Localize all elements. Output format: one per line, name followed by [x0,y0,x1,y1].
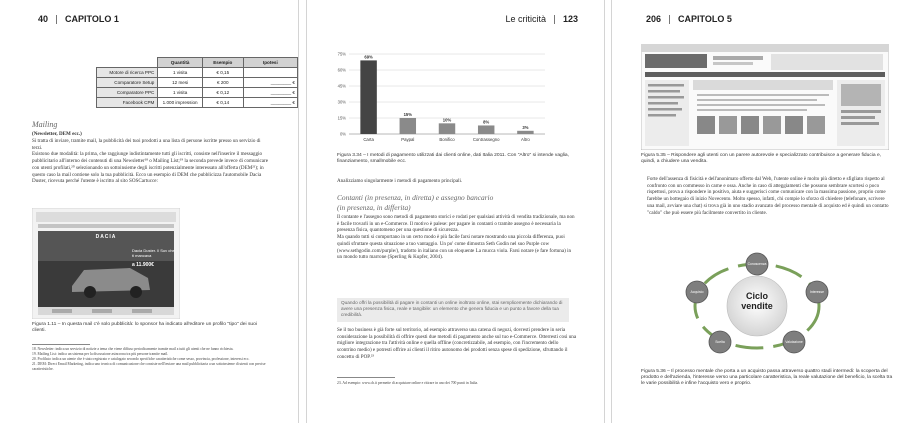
cycle-node-label: Conoscenza [747,262,767,266]
bar-value-label: 69% [364,54,373,60]
intro-text: Analizziamo singolarmente i metodi di pagamento principali. [337,178,463,184]
y-tick-label: 60% [337,67,346,73]
chart-bar [360,60,376,134]
figure-caption: Figura 1.11 – In questa mail c'è solo pubblicità: lo sponsor ha indicato all'editore un profilo "tipo" dei suoi clienti. [32,322,257,334]
table-header-row [97,58,298,68]
callout-text: Quando offri la possibilità di pagare in contanti un online inoltrato online, stai semplicemente dichiarando di avere una presenza fisica, reale e tangibile: un elemento che genera fiducia e un punto a favore della tua credibilità. [341,300,563,318]
footnotes [32,347,266,372]
table-cell: Comparatore Setup [97,78,158,88]
bar-value-label: 15% [403,112,412,117]
page-number: 123 [562,14,578,24]
x-category-label: Altro [520,137,530,142]
table-cell: € 0,14 [202,98,243,108]
book-page-left [0,0,299,423]
cycle-node-label: Scelta [715,340,725,344]
bar-value-label: 3% [522,124,529,130]
paragraph: Ma quando tutti si comportano in un certo modo è più facile farsi notare mostrando una piccola differenza, puoi quindi sfruttare questa situazione a tuo vantaggio. Un po' come dimostra Seth Godin nel suo Purple cow (www.sethgodin.com/purple/), tradotto in italiano con un eloquente La mucca viola. Farsi notare (e fare fortuna) in un mondo tutto marrone (Sperling & Kupfer, 2004). [337,234,572,261]
table-cell [243,68,297,78]
footnote-rule [32,344,90,345]
bar-value-label: 8% [483,119,490,125]
chapter-title: CAPITOLO 5 [678,14,732,24]
bar-value-label: 10% [442,117,452,123]
table-header-cell: Quantità [158,58,203,68]
page-header [38,14,119,24]
y-tick-label: 0% [339,131,346,137]
screenshot-caption: Figura 5.35 – Rispondere agli utenti con un parere autorevole e specializzato contribuisce a generare fiducia e, quindi, a chiudere una vendita. [641,153,882,165]
x-category-label: Bonifico [439,137,455,142]
table-cell: 1 visita [158,68,203,78]
table-cell: 1 visita [158,88,203,98]
website-screenshot [641,44,889,150]
table-header-cell: Ipotesi [243,58,297,68]
cycle-node-label: Interesse [810,290,824,294]
chart-bar [400,118,416,134]
section-title: Contanti (in presenza, in diretta) e assegno bancario [337,193,494,202]
table-row [97,98,298,108]
section-subtitle: (Newsletter, DEM ecc.) [32,131,82,137]
table-cell: ________ € [243,98,297,108]
footnote-rule [337,377,395,378]
chart-bar [478,125,494,134]
footnote: 23. Ad esempio: www.ch.it permette di acquistare online e ritirare in uno dei 700 punti in Italia. [337,381,479,385]
table-cell: Comparatore PPC [97,88,158,98]
header-separator [554,15,555,24]
body-text [32,138,272,185]
ad-price: a 11.900€ [132,262,154,268]
table-cell: Facebook CPM [97,98,158,108]
payment-methods-bar-chart [325,48,553,148]
pricing-table [96,57,298,108]
table-cell: ________ € [243,88,297,98]
y-tick-label: 30% [337,99,346,105]
chart-caption: Figura 3.34 – I metodi di pagamento utilizzati dai clienti online, dati Italia 2011. Con "Altro" si intende vaglia, finanziamento, smallmobile ecc. [337,153,570,165]
table-cell: Motore di ricerca PPC [97,68,158,78]
cycle-title: Ciclo [745,291,768,301]
x-category-label: Paypal [401,137,415,142]
paragraph: Si tratta di inviare, tramite mail, la pubblicità dei tuoi prodotti a una lista di persone iscritte presso un servizio di terzi. [32,138,261,151]
dem-email-ad-image [32,208,180,319]
table-cell: € 0,12 [202,88,243,98]
footnote: 20. Profilato: indica un utente che è stato registrato e catalogato secondo specifiche caratteristiche come sesso, provincia, professione, interessi ecc. [32,357,250,362]
table-header-cell [97,58,158,68]
cycle-node-label: Valutazione [785,340,803,344]
chapter-title: CAPITOLO 1 [65,14,119,24]
section-title: Mailing [32,120,58,129]
cycle-title: vendite [741,301,773,311]
table-cell: € 200 [202,78,243,88]
x-category-label: Contrassegno [472,137,500,142]
table-row [97,68,298,78]
header-title: Le criticità [505,14,546,24]
section-title-continued: (in presenza, in differita) [337,203,411,212]
body-text: Forte dell'assenza di fisicità e dell'anonimato offerto dal Web, l'utente online è molto più diretto e sfigliato rispetto al confronto con un commesso in carne e ossa. Anche in caso di atteggiamenti che possono sembrare scortesi o poco rispettosi, prova a rispondere in positivo, aiuta e suggerisci come comunicare con la massima passione, proprio come farebbe un bottegaio di inizio Novecento. Molto spesso, infatti, chi compie lo sforzo di chiedere (telefonare, scrivere una mail, avviare una chat) si trova già in uno stadio avanzato del processo mentale di acquisto ed è quindi un contatto "caldo" che può essere più facilmente convertito in cliente. [647,176,889,216]
y-tick-label: 15% [337,115,346,121]
y-tick-label: 75% [337,51,346,57]
paragraph: Il contante e l'assegno sono metodi di pagamento storici e rodati per qualsiasi attività di vendita tradizionale, ma non è facile trovarli in un e-Commerce. Il motivo è palese: per pagare in contanti o tramite assegno è necessaria la presenza fisica, quantomeno per una questione di sicurezza. [337,214,575,234]
chart-bar [439,123,455,134]
chart-bar [517,131,533,134]
y-tick-label: 45% [337,83,346,89]
table-cell: 12 mesi [158,78,203,88]
sales-cycle-diagram [672,250,842,360]
table-header-cell: Esempio [202,58,243,68]
footnote: 19. Mailing List: indica un sistema per la discussione asincrona tra più persone tramite mail. [32,352,169,357]
table-row [97,88,298,98]
figure-caption: Figura 5.36 – Il processo mentale che porta a un acquisto passa attraverso quattro stadi intermedi: la scoperta del prodotto e dell'azienda, l'interesse verso una particolare caratteristica, la reale valutazione del beneficio, la scelta tra le varie possibilità e infine l'acquisto vero e proprio. [641,369,893,387]
ad-headline: Dacia Duster. Il Suv che ti mancava [132,248,175,258]
table-row [97,78,298,88]
header-separator [56,15,57,24]
table-cell: € 0,15 [202,68,243,78]
cycle-node-label: Acquisto [690,290,704,294]
footnote: 21. DEM: Direct Email Marketing, indica uno tecnica di comunicazione che consiste nell'inviare una mail pubblicitaria a un sottoinsieme di utenti con precise caratteristiche. [32,362,266,372]
footnote: 18. Newsletter: indica un servizio di notizie a tema che viene diffuso periodicamente tramite mail a tutti gli utenti che ne fanno richiesta. [32,347,234,351]
x-category-label: Carta [363,137,374,142]
page-number: 206 [646,14,662,24]
page-header [505,14,578,24]
table-cell: 1.000 impression [158,98,203,108]
body-text-continued: Se il tuo business è già forte sul territorio, ad esempio attraverso una catena di negozi, dovresti prendere in seria considerazione la possibilità di offrire questi due metodi di pagamento anche sul tuo e-Commerce. Otterresti così una migliore integrazione tra l'attività online e quella offline (concretizzabile, ad esempio, con l'incremento dello scontrino medio) e potresti offrire ai clienti il ritiro autonomo dei prodotti senza spese di spedizione, sfruttando il concetto di POP.²³ [337,327,577,360]
paragraph: Esistono due modalità: la prima, che raggiunge indistintamente tutti gli iscritti, consiste nell'inserire il messaggio pubblicitario all'interno dei contenuti di una Newsletter¹⁸ o Mailing List;¹⁹ la seconda prevede invece di comunicare con utenti profilati,²⁰ selezionando un sottoinsieme degli iscritti potenzialmente interessato all'offerta (DEM²¹); in questo caso la mail contiene solo la tua pubblicità. Ecco un esempio di DEM che pubblicizza l'automobile Dacia Duster, ricevuta perché l'utente è iscritto al sito SOSCartucce: [32,151,268,185]
book-page-right [611,0,910,423]
page-header [646,14,732,24]
body-text [337,214,577,261]
header-separator [669,15,670,24]
table-cell: ________ € [243,78,297,88]
page-number: 40 [38,14,49,24]
ad-brand: DACIA [95,234,117,240]
